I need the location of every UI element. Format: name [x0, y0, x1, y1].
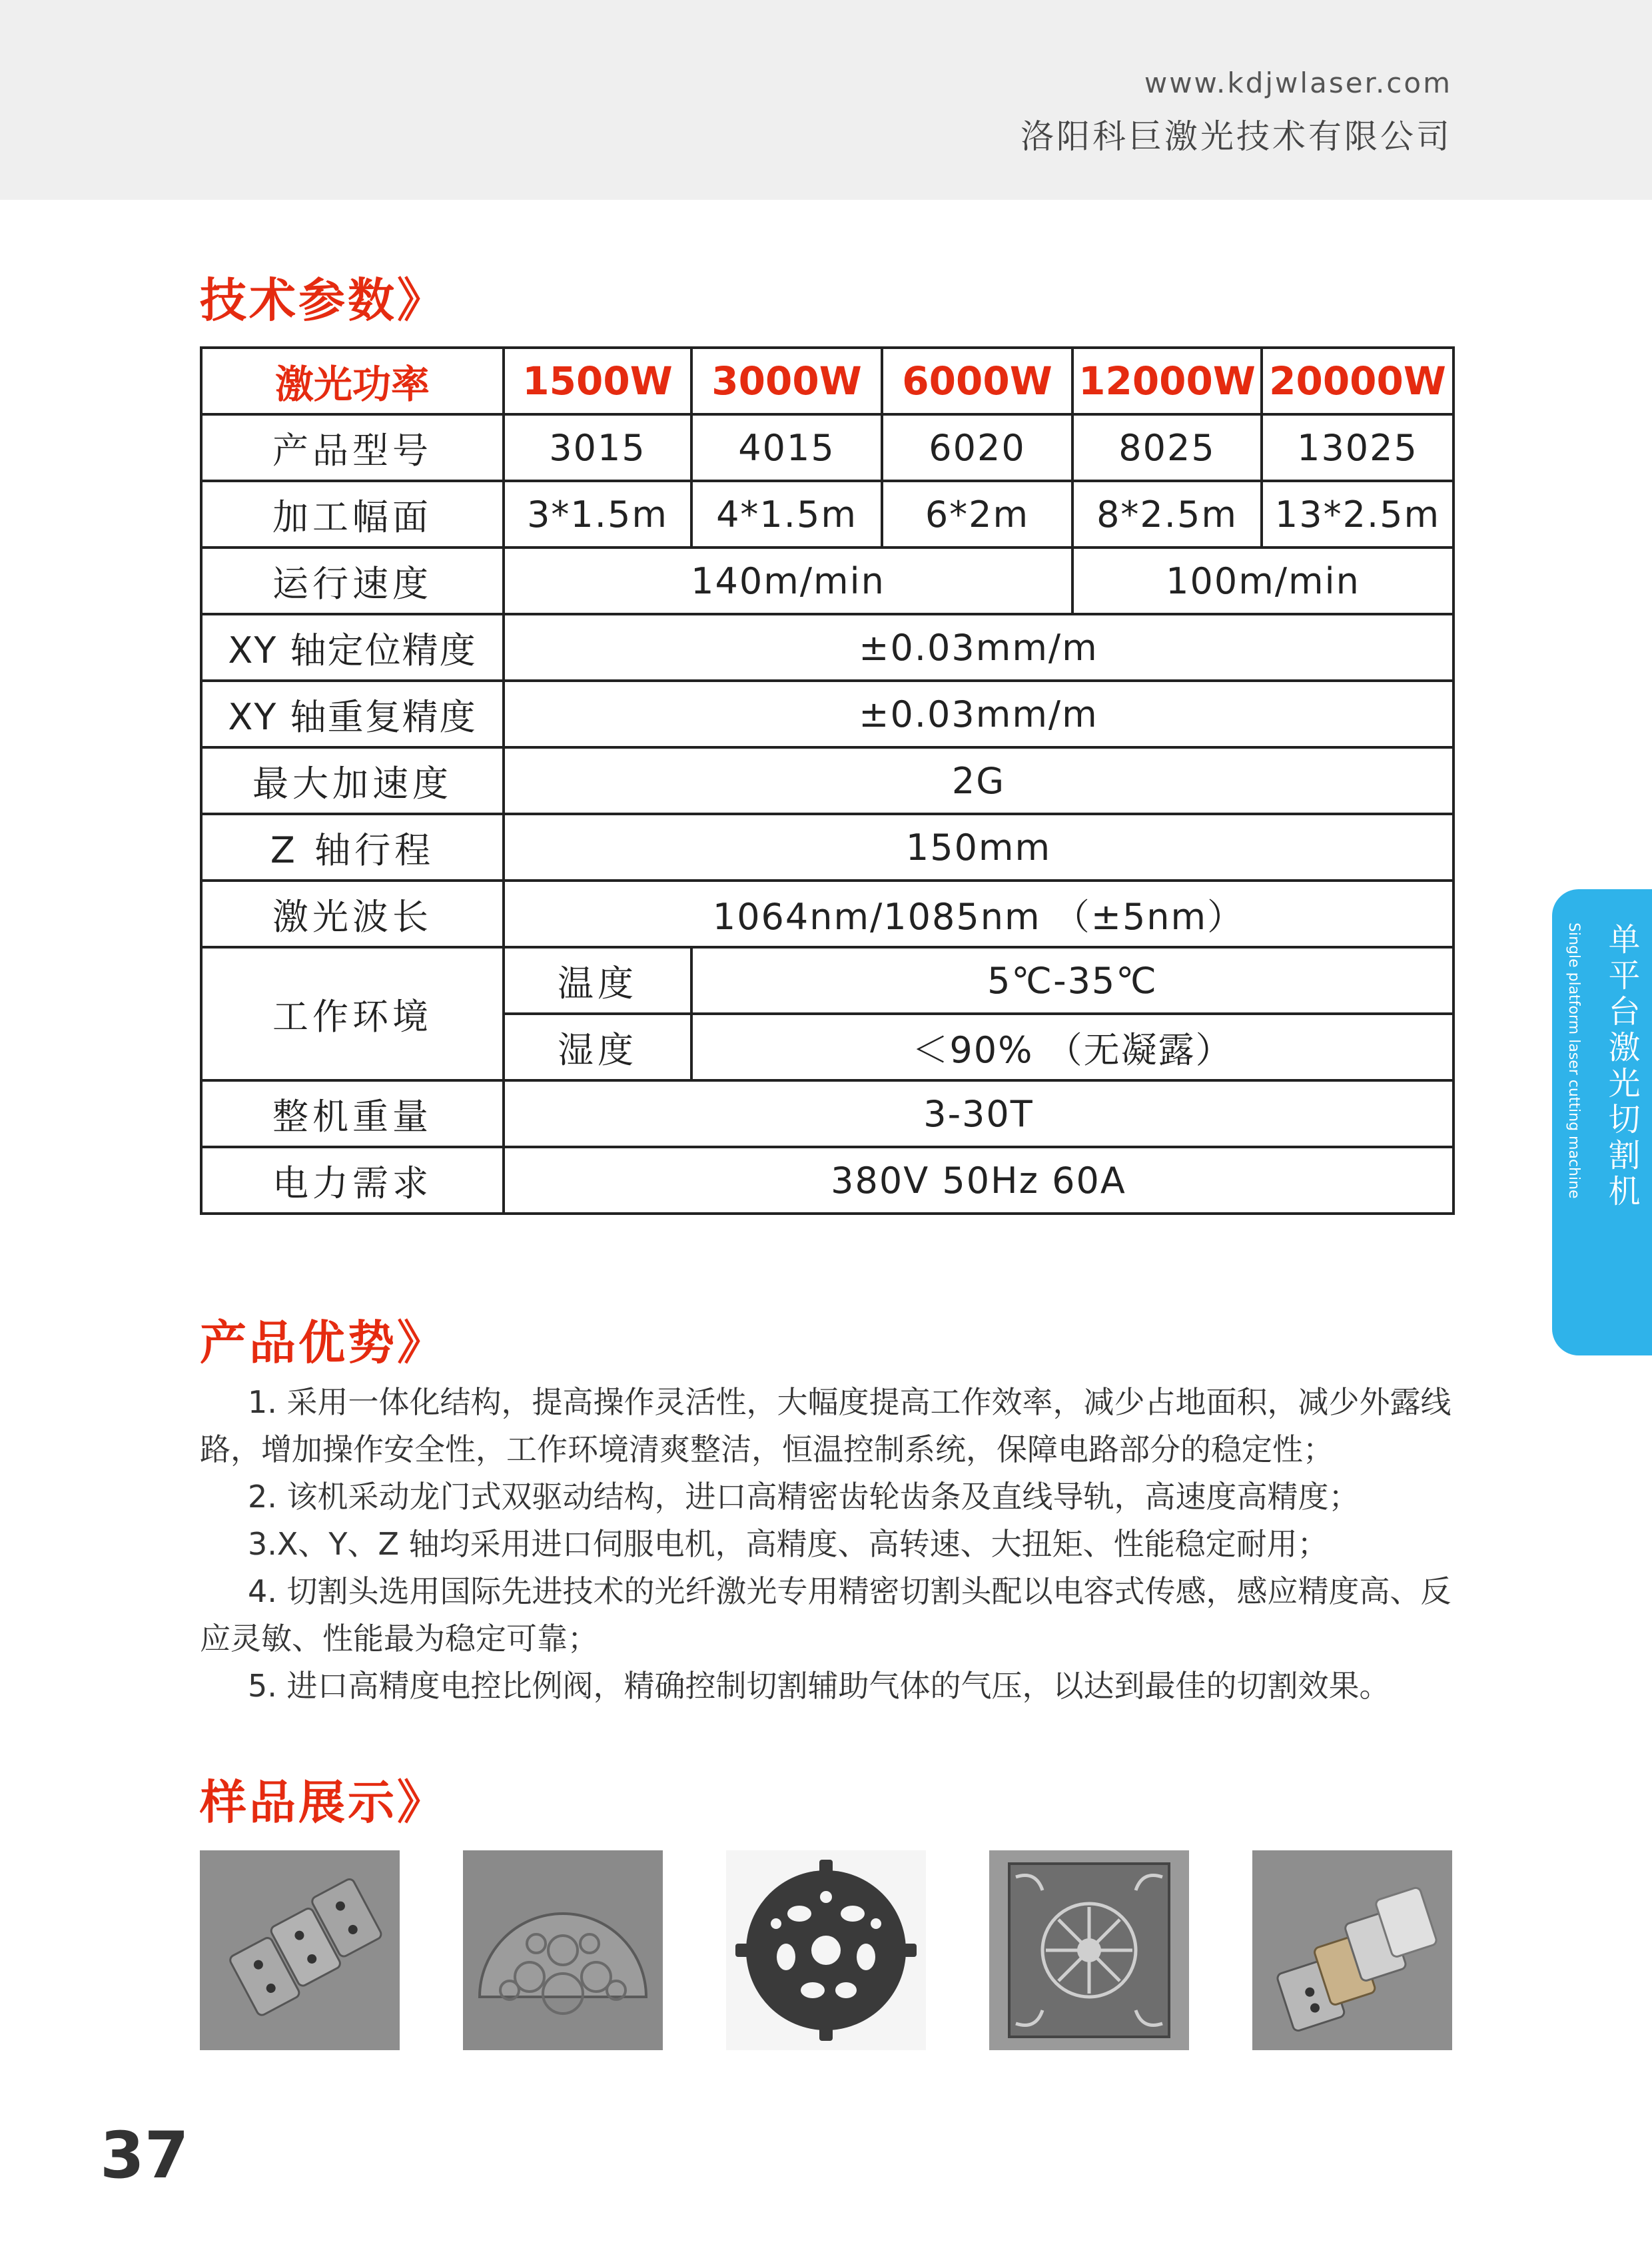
environment-label: 工作环境 [201, 947, 504, 1080]
model-cell: 4015 [691, 414, 882, 481]
side-tab-title: 单平台激光切割机 [1603, 923, 1640, 1210]
page-number: 37 [100, 2118, 189, 2193]
model-cell: 8025 [1072, 414, 1262, 481]
table-row [201, 814, 1453, 881]
wavelength-value: 1064nm/1085nm （±5nm） [504, 881, 1453, 947]
model-cell: 6020 [882, 414, 1072, 481]
weight-label: 整机重量 [201, 1080, 504, 1147]
list-item: 4. 切割头选用国际先进技术的光纤激光专用精密切割头配以电容式传感，感应精度高、反应灵敏、性能最为稳定可靠； [200, 1573, 1451, 1657]
table-row [201, 681, 1453, 747]
area-cell: 6*2m [882, 481, 1072, 548]
side-tab-subtitle: Single platform laser cutting machine [1565, 923, 1582, 1199]
area-label: 加工幅面 [201, 481, 504, 548]
sample-image-panel [989, 1850, 1189, 2050]
power-cell: 6000W [882, 348, 1072, 414]
sample-image-hinges [1252, 1850, 1452, 2050]
table-row [201, 1147, 1453, 1214]
samples-section-title: 样品展示》 [200, 1775, 446, 1830]
sample-image-lattice [463, 1850, 663, 2050]
list-item: 3.X、Y、Z 轴均采用进口伺服电机，高精度、高转速、大扭矩、性能稳定耐用； [248, 1526, 1328, 1562]
side-tab [1552, 889, 1652, 1355]
humidity-label: 湿度 [504, 1014, 691, 1080]
specs-section-title: 技术参数》 [200, 273, 446, 328]
area-cell: 8*2.5m [1072, 481, 1262, 548]
website-url: www.kdjwlaser.com [1144, 67, 1452, 99]
company-name: 洛阳科巨激光技术有限公司 [1021, 117, 1452, 156]
advantages-section-title: 产品优势》 [200, 1315, 446, 1370]
model-cell: 13025 [1262, 414, 1453, 481]
table-row [201, 947, 1453, 1014]
model-label: 产品型号 [201, 414, 504, 481]
sample-gallery [200, 1850, 1452, 2050]
advantages-list [200, 1379, 1452, 1710]
table-row [201, 414, 1453, 481]
speed-cell: 100m/min [1072, 548, 1453, 614]
power-cell: 20000W [1262, 348, 1453, 414]
xy-positioning-value: ±0.03mm/m [504, 614, 1453, 681]
list-item: 1. 采用一体化结构，提高操作灵活性，大幅度提高工作效率，减少占地面积，减少外露线路，增加操作安全性，工作环境清爽整洁，恒温控制系统，保障电路部分的稳定性； [200, 1384, 1451, 1467]
spec-table [200, 346, 1455, 1215]
xy-repeat-label: XY 轴重复精度 [201, 681, 504, 747]
table-row [201, 348, 1453, 414]
power-cell: 3000W [691, 348, 882, 414]
area-cell: 4*1.5m [691, 481, 882, 548]
power-cell: 12000W [1072, 348, 1262, 414]
power-requirement-label: 电力需求 [201, 1147, 504, 1214]
z-travel-value: 150mm [504, 814, 1453, 881]
sample-image-gear [726, 1850, 926, 2050]
power-label: 激光功率 [201, 348, 504, 414]
accel-value: 2G [504, 747, 1453, 814]
wavelength-label: 激光波长 [201, 881, 504, 947]
page-header [0, 0, 1652, 200]
list-item: 2. 该机采动龙门式双驱动结构，进口高精密齿轮齿条及直线导轨，高速度高精度； [248, 1479, 1360, 1515]
speed-label: 运行速度 [201, 548, 504, 614]
weight-value: 3-30T [504, 1080, 1453, 1147]
z-travel-label: Z 轴行程 [201, 814, 504, 881]
xy-positioning-label: XY 轴定位精度 [201, 614, 504, 681]
area-cell: 3*1.5m [504, 481, 691, 548]
humidity-value: ＜90% （无凝露） [691, 1014, 1453, 1080]
accel-label: 最大加速度 [201, 747, 504, 814]
sample-image-plates [200, 1850, 400, 2050]
temperature-label: 温度 [504, 947, 691, 1014]
power-requirement-value: 380V 50Hz 60A [504, 1147, 1453, 1214]
table-row [201, 747, 1453, 814]
model-cell: 3015 [504, 414, 691, 481]
temperature-value: 5℃-35℃ [691, 947, 1453, 1014]
table-row [201, 1080, 1453, 1147]
table-row [201, 614, 1453, 681]
speed-cell: 140m/min [504, 548, 1072, 614]
table-row [201, 548, 1453, 614]
table-row [201, 881, 1453, 947]
table-row [201, 481, 1453, 548]
power-cell: 1500W [504, 348, 691, 414]
list-item: 5. 进口高精度电控比例阀，精确控制切割辅助气体的气压，以达到最佳的切割效果。 [248, 1668, 1390, 1704]
area-cell: 13*2.5m [1262, 481, 1453, 548]
xy-repeat-value: ±0.03mm/m [504, 681, 1453, 747]
